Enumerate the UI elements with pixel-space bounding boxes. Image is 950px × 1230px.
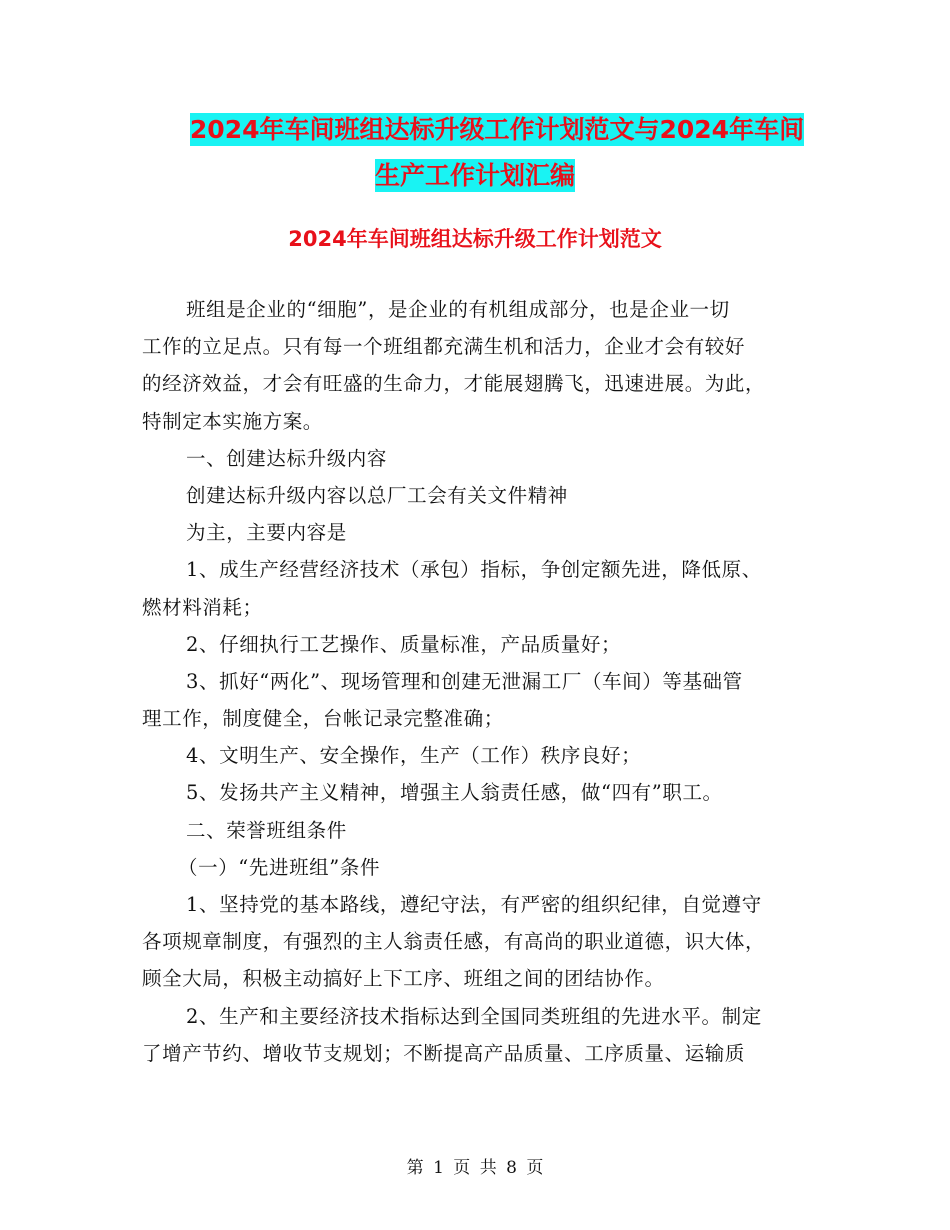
text-line: 各项规章制度，有强烈的主人翁责任感，有高尚的职业道德，识大体， xyxy=(142,930,766,954)
text-line: 理工作，制度健全，台帐记录完整准确； xyxy=(142,707,504,731)
text-line: 为主，主要内容是 xyxy=(186,521,347,545)
list-item: 2、生产和主要经济技术指标达到全国同类班组的先进水平。制定 xyxy=(186,1004,762,1028)
list-item: 5、发扬共产主义精神，增强主人翁责任感，做“四有”职工。 xyxy=(186,781,723,805)
document-title-line-1 xyxy=(22,112,950,148)
text-line: 的经济效益，才会有旺盛的生命力，才能展翅腾飞，迅速进展。为此， xyxy=(142,372,766,396)
section-title: 2024年车间班组达标升级工作计划范文 xyxy=(288,227,662,251)
section-heading: 一、创建达标升级内容 xyxy=(186,446,388,470)
text-line: 了增产节约、增收节支规划；不断提高产品质量、工序质量、运输质 xyxy=(142,1041,746,1065)
page-footer: 第 1 页 共 8 页 xyxy=(406,1158,544,1178)
text-line: 特制定本实施方案。 xyxy=(142,409,323,433)
list-item: 1、成生产经营经济技术（承包）指标，争创定额先进，降低原、 xyxy=(186,558,762,582)
list-item: 2、仔细执行工艺操作、质量标准，产品质量好； xyxy=(186,632,622,656)
document-title-line-2 xyxy=(0,158,950,194)
text-line: 班组是企业的“细胞”，是企业的有机组成部分，也是企业一切 xyxy=(186,298,730,321)
text-line: 创建达标升级内容以总厂工会有关文件精神 xyxy=(186,483,568,507)
list-item: 1、坚持党的基本路线，遵纪守法，有严密的组织纪律，自觉遵守 xyxy=(186,893,762,916)
list-item: 4、文明生产、安全操作，生产（工作）秩序良好； xyxy=(186,744,642,768)
title-highlight-1: 2024年车间班组达标升级工作计划范文与2024年车间 xyxy=(189,115,805,144)
text-line: 工作的立足点。只有每一个班组都充满生机和活力，企业才会有较好 xyxy=(142,335,746,359)
text-line: 燃材料消耗； xyxy=(142,595,263,619)
list-item: 3、抓好“两化”、现场管理和创建无泄漏工厂（车间）等基础管 xyxy=(186,669,743,693)
subsection-heading: （一）“先进班组”条件 xyxy=(178,855,381,879)
title-highlight-2: 生产工作计划汇编 xyxy=(374,161,575,190)
text-line: 顾全大局，积极主动搞好上下工序、班组之间的团结协作。 xyxy=(142,967,665,991)
section-heading: 二、荣誉班组条件 xyxy=(186,818,347,842)
body-text xyxy=(142,291,810,1072)
